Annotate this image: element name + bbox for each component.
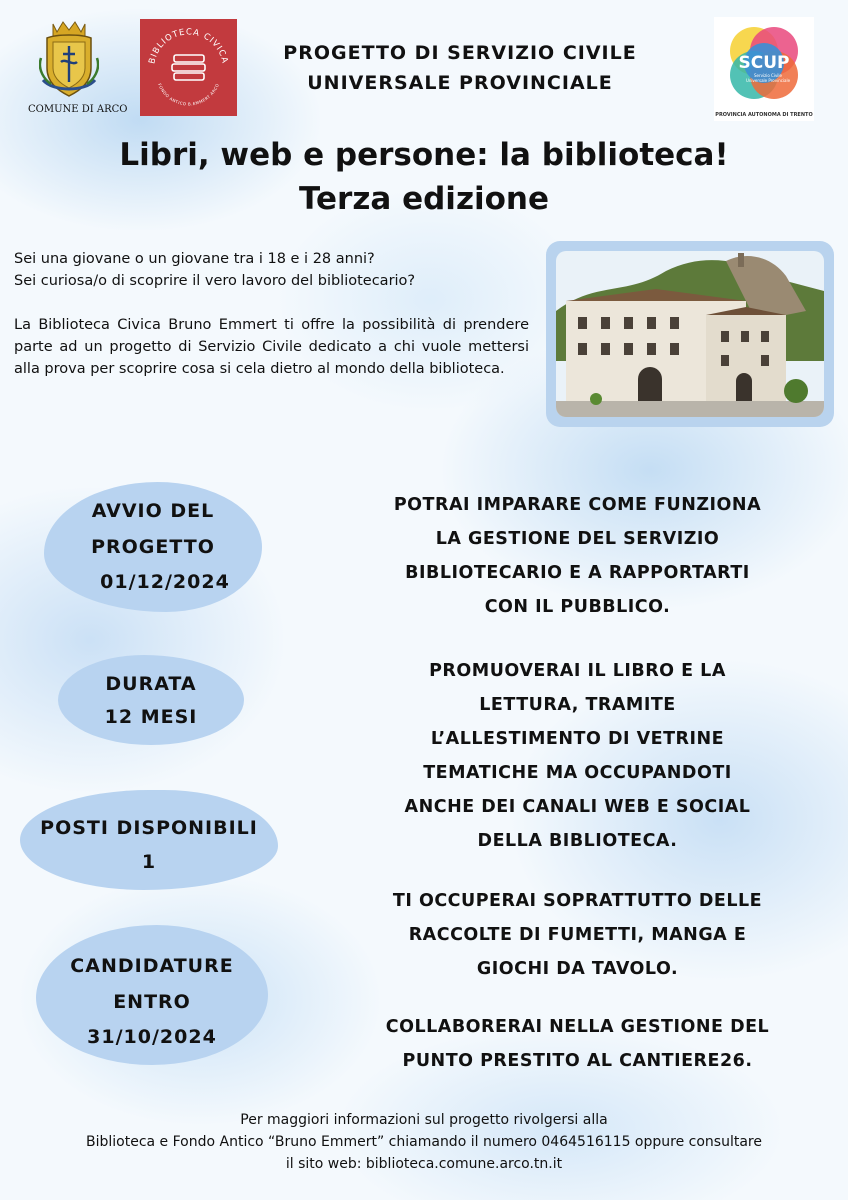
footer-contact [0,1109,848,1175]
posti-label: POSTI DISPONIBILI [40,817,258,839]
activity-1-line: CON IL PUBBLICO. [484,597,671,617]
activity-4-line: PUNTO PRESTITO AL CANTIERE26. [402,1051,753,1071]
header-title-line2: UNIVERSALE PROVINCIALE [307,72,613,94]
durata-box [58,655,244,745]
biblioteca-civica-logo [140,19,237,116]
avvio-date: 01/12/2024 [100,571,230,593]
activity-2-line: ANCHE DEI CANALI WEB E SOCIAL [404,797,751,817]
avvio-label-2: PROGETTO [91,536,215,558]
scup-footer: PROVINCIA AUTONOMA DI TRENTO [715,112,813,118]
activity-2-line: PROMUOVERAI IL LIBRO E LA [429,661,726,681]
activity-4 [355,1010,800,1078]
candidature-box [36,925,268,1065]
books-icon [172,55,205,80]
avvio-label-1: AVVIO DEL [91,500,215,522]
candidature-date: 31/10/2024 [87,1026,217,1048]
activity-1-line: LA GESTIONE DEL SERVIZIO [435,529,720,549]
scup-subtitle-2: Universale Provinciale [745,78,791,83]
durata-label: DURATA [105,673,197,695]
activity-1-line: BIBLIOTECARIO E A RAPPORTARTI [405,563,750,583]
posti-disponibili-box [20,790,278,890]
activity-3-line: TI OCCUPERAI SOPRATTUTTO DELLE [392,891,763,911]
activity-4-line: COLLABORERAI NELLA GESTIONE DEL [385,1017,770,1037]
header-title-line1: PROGETTO DI SERVIZIO CIVILE [283,42,637,64]
posti-value: 1 [141,851,157,873]
footer-line-3: il sito web: biblioteca.comune.arco.tn.it [285,1156,563,1172]
activity-2-line: DELLA BIBLIOTECA. [477,831,678,851]
project-header-title [250,38,670,98]
building-illustration [556,251,824,417]
activity-1 [355,488,800,624]
intro-question-2: Sei curiosa/o di scoprire il vero lavoro del bibliotecario? [14,273,416,289]
intro-question-1: Sei una giovane o un giovane tra i 18 e i 28 anni? [14,251,375,267]
candidature-label-2: ENTRO [113,991,191,1013]
svg-text:FONDO ANTICO B.EMMERT ARCO [157,83,220,107]
main-title-line2: Terza edizione [299,181,549,217]
footer-line-1: Per maggiori informazioni sul progetto rivolgersi alla [240,1112,608,1128]
activity-3-line: GIOCHI DA TAVOLO. [476,959,679,979]
scup-logo [714,17,814,121]
avvio-progetto-box [44,482,262,612]
crest-icon [39,18,99,102]
durata-value: 12 MESI [104,706,198,728]
activity-1-line: POTRAI IMPARARE COME FUNZIONA [393,495,762,515]
footer-line-2: Biblioteca e Fondo Antico “Bruno Emmert” chiamando il numero 0464516115 oppure consultare [86,1134,762,1150]
scup-subtitle-1: Servizio Civile [753,73,783,78]
svg-text:BIBLIOTECA CIVICA [147,27,229,65]
comune-label: COMUNE DI ARCO [28,104,128,115]
candidature-label-1: CANDIDATURE [70,955,234,977]
activity-2-line: TEMATICHE MA OCCUPANDOTI [423,763,732,783]
intro-paragraph: La Biblioteca Civica Bruno Emmert ti offre la possibilità di prendere parte ad un progetto di Servizio Civile dedicato a chi vuole mettersi alla prova per scoprire cosa si cela dietro al mondo della biblioteca. [14,317,529,377]
activity-2-line: LETTURA, TRAMITE [479,695,676,715]
intro-text [14,248,529,380]
activity-3-line: RACCOLTE DI FUMETTI, MANGA E [408,925,747,945]
activity-2-line: L’ALLESTIMENTO DI VETRINE [430,729,725,749]
activity-3 [355,884,800,986]
biblioteca-logo-text: BIBLIOTECA CIVICA [147,27,230,65]
library-building-photo [546,241,834,427]
main-title [0,133,848,221]
main-title-line1: Libri, web e persone: la biblioteca! [119,137,729,173]
activity-2 [355,654,800,858]
comune-crest-logo [28,18,128,115]
biblioteca-logo-subtext: FONDO ANTICO B.EMMERT ARCO [157,82,220,107]
scup-wordmark: SCUP [738,53,790,73]
